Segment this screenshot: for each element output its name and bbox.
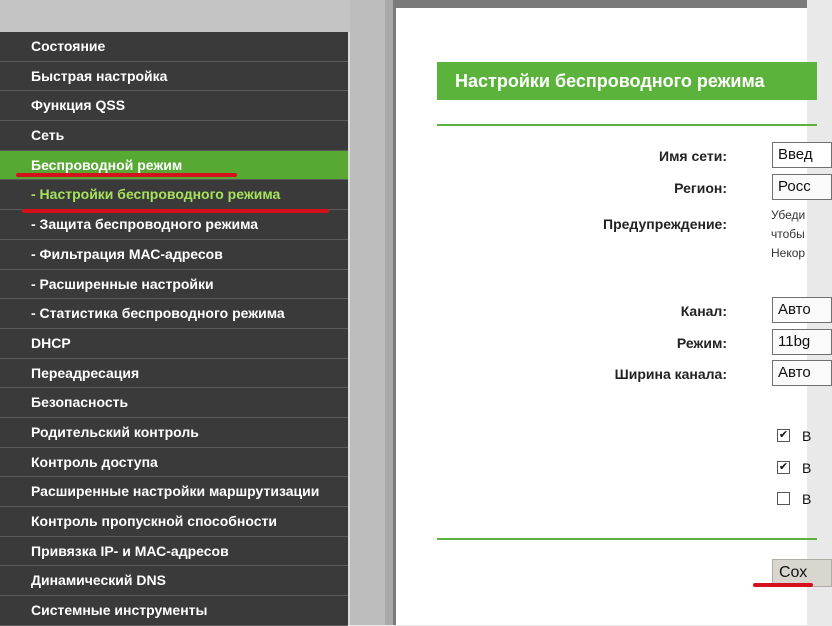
- mode-select[interactable]: 11bg: [772, 329, 832, 355]
- checkbox-3[interactable]: [777, 492, 790, 505]
- highlight-underline: [22, 209, 329, 213]
- divider: [437, 538, 817, 540]
- checkbox-3-label: В: [802, 491, 812, 507]
- sidebar-item-ip-mac-binding[interactable]: Привязка IP- и МАС-адресов: [0, 537, 348, 567]
- sidebar-item-bandwidth-control[interactable]: Контроль пропускной способности: [0, 507, 348, 537]
- channel-select[interactable]: Авто: [772, 297, 832, 323]
- channel-label: Канал:: [680, 303, 727, 319]
- channel-width-label: Ширина канала:: [614, 366, 727, 382]
- sidebar-item-system-tools[interactable]: Системные инструменты: [0, 596, 348, 626]
- sidebar-item-dynamic-dns[interactable]: Динамический DNS: [0, 566, 348, 596]
- page-title: Настройки беспроводного режима: [437, 62, 817, 100]
- sidebar-item-network[interactable]: Сеть: [0, 121, 348, 151]
- sidebar-gutter-edge: [385, 0, 393, 625]
- sidebar-item-security[interactable]: Безопасность: [0, 388, 348, 418]
- sidebar-item-advanced-routing[interactable]: Расширенные настройки маршрутизации: [0, 477, 348, 507]
- sidebar-item-qss[interactable]: Функция QSS: [0, 91, 348, 121]
- checkbox-1[interactable]: ✔: [778, 429, 789, 441]
- highlight-underline: [753, 583, 813, 587]
- sidebar-item-wireless-security[interactable]: - Защита беспроводного режима: [0, 210, 348, 240]
- sidebar-item-access-control[interactable]: Контроль доступа: [0, 448, 348, 478]
- checkbox-2[interactable]: ✔: [778, 461, 789, 473]
- region-label: Регион:: [674, 180, 727, 196]
- sidebar-item-forwarding[interactable]: Переадресация: [0, 359, 348, 389]
- warning-label: Предупреждение:: [603, 216, 727, 232]
- divider: [437, 124, 817, 126]
- sidebar: [0, 0, 393, 625]
- sidebar-menu: [0, 32, 348, 626]
- ssid-label: Имя сети:: [659, 148, 727, 164]
- sidebar-item-wireless-settings[interactable]: - Настройки беспроводного режима: [0, 180, 348, 210]
- sidebar-item-quick-setup[interactable]: Быстрая настройка: [0, 62, 348, 92]
- sidebar-item-wireless[interactable]: Беспроводной режим: [0, 151, 348, 181]
- channel-width-select[interactable]: Авто: [772, 360, 832, 386]
- highlight-underline: [16, 173, 237, 177]
- sidebar-item-mac-filtering[interactable]: - Фильтрация МАС-адресов: [0, 240, 348, 270]
- ssid-input[interactable]: Введ: [772, 142, 832, 168]
- sidebar-item-status[interactable]: Состояние: [0, 32, 348, 62]
- warning-text: Убеди чтобы Некор: [771, 208, 806, 260]
- checkbox-2-label: В: [802, 460, 812, 476]
- checkbox-1-label: В: [802, 428, 812, 444]
- save-button[interactable]: Сох: [772, 559, 832, 587]
- sidebar-item-wireless-statistics[interactable]: - Статистика беспроводного режима: [0, 299, 348, 329]
- mode-label: Режим:: [676, 335, 727, 351]
- region-select[interactable]: Росс: [772, 174, 832, 200]
- sidebar-item-wireless-advanced[interactable]: - Расширенные настройки: [0, 270, 348, 300]
- sidebar-item-dhcp[interactable]: DHCP: [0, 329, 348, 359]
- main-content: [393, 0, 813, 625]
- sidebar-item-parental-control[interactable]: Родительский контроль: [0, 418, 348, 448]
- sidebar-top-strip: [0, 0, 393, 32]
